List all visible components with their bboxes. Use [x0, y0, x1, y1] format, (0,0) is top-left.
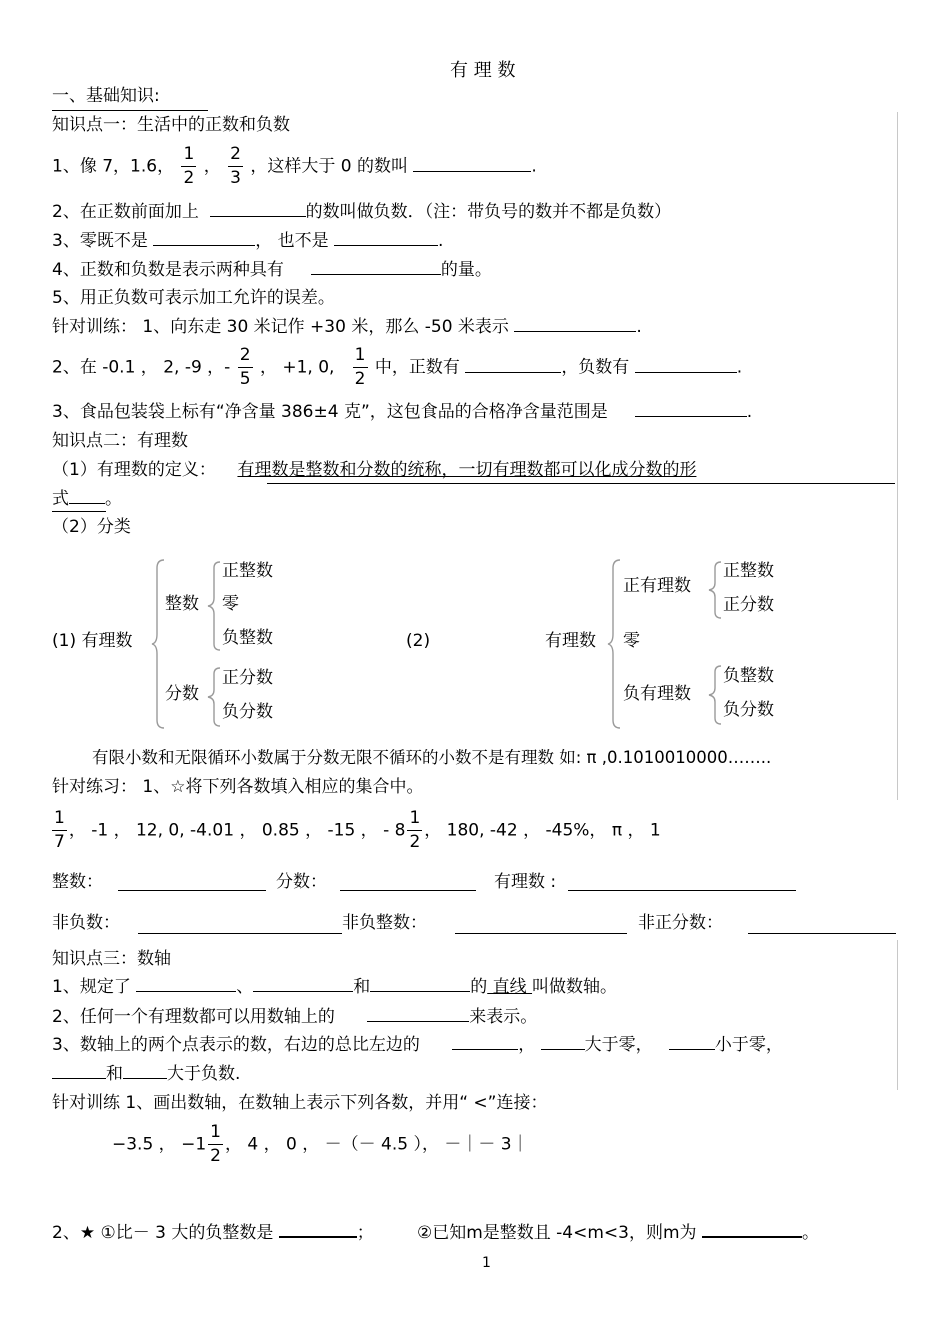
kp1-heading: 知识点一：生活中的正数和负数 [52, 115, 290, 135]
kp2-note: 有限小数和无限循环小数属于分数无限不循环的小数不是有理数 如: π ,0.1010010000…….. [92, 748, 772, 767]
kp3-heading: 知识点三：数轴 [52, 949, 171, 969]
class1-frac: 分数 [165, 684, 199, 704]
kp1-q5: 5、用正负数可表示加工允许的误差。 [52, 288, 335, 308]
answer-blank[interactable] [514, 330, 636, 332]
margin-line [897, 940, 898, 1090]
fraction: $\frac{1}{2}$ [354, 345, 366, 389]
set-frac-label: 分数： [276, 872, 327, 892]
class2-pos: 正有理数 [623, 576, 691, 596]
fraction: $\frac{1}{2}$ [183, 144, 195, 188]
class1-neg-int: 负整数 [222, 628, 273, 648]
class2-zero: 零 [623, 631, 640, 651]
answer-blank[interactable] [334, 244, 438, 246]
set-nonneg-int-label: 非负整数： [342, 913, 427, 933]
kp2-exercise-label: 针对练习： 1、☆将下列各数填入相应的集合中。 [52, 777, 424, 797]
kp2-definition-cont: 式 。 [52, 489, 122, 509]
set-nonpos-frac-blank[interactable] [748, 933, 896, 934]
answer-blank[interactable] [541, 1048, 585, 1050]
brace-icon [208, 666, 222, 728]
class1-pos-frac: 正分数 [222, 668, 273, 688]
kp2-heading: 知识点二：有理数 [52, 431, 188, 451]
kp3-number-list: −3.5 ， −1 $\frac{1}{2}$ ， 4 ， 0 ， －（－ 4.5 ）， －｜－ 3｜ [112, 1122, 529, 1166]
answer-blank[interactable] [669, 1048, 715, 1050]
answer-blank[interactable] [370, 990, 470, 992]
fraction: $\frac{1}{2}$ [210, 1122, 221, 1166]
kp2-class-label: （2）分类 [52, 517, 131, 537]
kp1-q1: 1、像 7，1.6， $\frac{1}{2}$ ， $\frac{2}{3}$ ，这样大于 0 的数叫 . [52, 144, 537, 188]
class2-pos-int: 正整数 [723, 561, 774, 581]
kp3-q2: 2、任何一个有理数都可以用数轴上的 来表示。 [52, 1007, 538, 1027]
answer-blank[interactable] [311, 273, 441, 275]
set-nonneg-label: 非负数： [52, 913, 120, 933]
class1-label: (1) 有理数 [52, 631, 133, 651]
kp3-t1: 针对训练 1、画出数轴，在数轴上表示下列各数，并用“ <”连接： [52, 1093, 548, 1113]
kp3-q2star: 2、★ ①比－ 3 大的负整数是 ； ②已知m是整数且 -4<m<3，则m为 。 [52, 1223, 819, 1243]
set-int-blank[interactable] [118, 890, 266, 891]
class2-neg-int: 负整数 [723, 666, 774, 686]
kp2-number-list: $\frac{1}{7}$ ， -1 ， 12, 0, -4.01 ， 0.85 ， -15 ， - 8 $\frac{1}{2}$ ， 180, -42 ， -45%， π ， 1 [54, 808, 661, 852]
brace-icon [709, 664, 723, 726]
kp3-q1: 1、规定了 、 和 的 直线 叫做数轴。 [52, 977, 618, 997]
section-heading: 一、基础知识: [52, 86, 160, 106]
brace-icon [608, 558, 622, 730]
kp1-t3: 3、食品包装袋上标有“净含量 386±4 克”，这包食品的合格净含量范围是 . [52, 402, 753, 422]
class1-zero: 零 [222, 594, 239, 614]
set-nonneg-int-blank[interactable] [455, 933, 627, 934]
kp3-q3-cont: 和 大于负数. [52, 1066, 240, 1083]
class2-pos-frac: 正分数 [723, 595, 774, 615]
set-nonneg-blank[interactable] [138, 933, 342, 934]
kp2-definition: （1）有理数的定义： 有理数是整数和分数的统称，一切有理数都可以化成分数的形 [52, 460, 697, 480]
answer-blank[interactable] [136, 990, 236, 992]
fraction: $\frac{1}{7}$ [54, 808, 65, 852]
page-title: 有 理 数 [450, 60, 516, 81]
answer-blank[interactable] [452, 1048, 518, 1050]
margin-line [897, 112, 898, 800]
answer-blank[interactable] [635, 371, 737, 373]
class2-label: (2) [406, 631, 431, 651]
class2-root: 有理数 [545, 631, 596, 651]
divider [52, 110, 208, 111]
brace-icon [709, 560, 723, 620]
q1-prefix: 1、像 7，1.6， [52, 156, 175, 177]
fraction: $\frac{1}{2}$ [409, 808, 421, 852]
brace-icon [152, 558, 166, 730]
set-rat-label: 有理数 : [494, 872, 557, 892]
answer-blank[interactable] [635, 415, 747, 417]
kp1-t1: 针对训练： 1、向东走 30 米记作 +30 米，那么 -50 米表示 . [52, 317, 642, 337]
answer-blank[interactable] [413, 170, 531, 172]
answer-blank[interactable] [465, 371, 561, 373]
kp1-q3: 3、零既不是 ， 也不是 . [52, 231, 444, 251]
answer-blank[interactable] [153, 244, 255, 246]
class1-int: 整数 [165, 594, 199, 614]
kp1-t2: 2、在 -0.1 ， 2, -9 ，- $\frac{2}{5}$ ， +1, 0, $\frac{1}{2}$ 中，正数有 ，负数有 . [52, 345, 743, 389]
kp1-q4: 4、正数和负数是表示两种具有 的量。 [52, 260, 492, 280]
answer-blank[interactable] [367, 1020, 469, 1022]
brace-icon [208, 560, 222, 652]
answer-blank[interactable] [210, 215, 306, 217]
class2-neg-frac: 负分数 [723, 700, 774, 720]
set-int-label: 整数： [52, 872, 103, 892]
answer-blank[interactable] [52, 1077, 106, 1079]
definition-underline [267, 483, 895, 484]
fraction: $\frac{2}{3}$ [230, 144, 241, 188]
page-number: 1 [482, 1255, 491, 1271]
answer-blank[interactable] [253, 990, 353, 992]
set-rat-blank[interactable] [568, 890, 796, 891]
set-nonpos-frac-label: 非正分数： [638, 913, 723, 933]
answer-blank[interactable] [279, 1235, 357, 1238]
class1-pos-int: 正整数 [222, 561, 273, 581]
answer-blank[interactable] [702, 1235, 802, 1238]
set-frac-blank[interactable] [340, 890, 476, 891]
kp1-q2: 2、在正数前面加上 的数叫做负数．（注：带负号的数并不都是负数） [52, 202, 672, 222]
fraction: $\frac{2}{5}$ [239, 345, 251, 389]
class2-neg: 负有理数 [623, 684, 691, 704]
class1-neg-frac: 负分数 [222, 702, 273, 722]
answer-blank[interactable] [123, 1077, 167, 1079]
kp3-q3: 3、数轴上的两个点表示的数，右边的总比左边的 ， 大于零， 小于零， [52, 1035, 783, 1055]
